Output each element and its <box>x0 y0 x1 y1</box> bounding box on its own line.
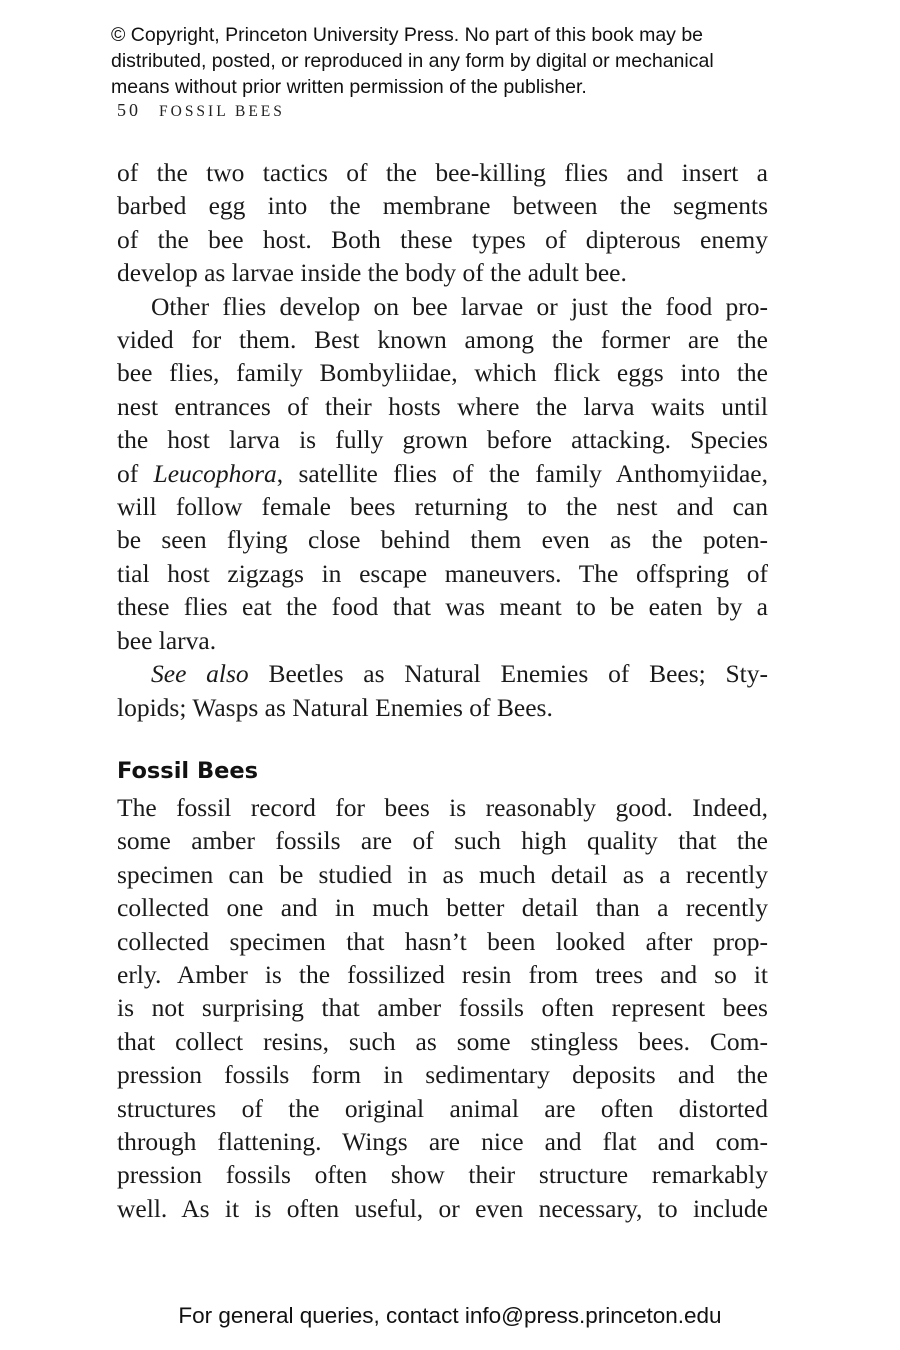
text-line: of Leucophora, satellite flies of the family Anthomyiidae, <box>117 458 768 488</box>
text-line: develop as larvae inside the body of the adult bee. <box>117 258 627 288</box>
text-line: barbed egg into the membrane between the segments <box>117 191 768 221</box>
copyright-notice <box>111 22 811 100</box>
text-line: will follow female bees returning to the nest and can <box>117 492 768 522</box>
text-line: that collect resins, such as some stingless bees. Com- <box>117 1026 768 1056</box>
text-line: bee flies, family Bombyliidae, which flick eggs into the <box>117 358 768 388</box>
text-line: of the two tactics of the bee-killing flies and insert a <box>117 158 768 187</box>
footer-contact: For general queries, contact info@press.princeton.edu <box>178 1303 722 1328</box>
text-line: the host larva is fully grown before attacking. Species <box>117 425 768 455</box>
text-line: pression fossils form in sedimentary deposits and the <box>117 1060 768 1090</box>
text-line: well. As it is often useful, or even necessary, to include <box>117 1193 768 1223</box>
text-line: collected specimen that hasn’t been looked after prop- <box>117 926 768 956</box>
copyright-line: means without prior written permission of the publisher. <box>111 76 587 98</box>
text-line: bee larva. <box>117 625 217 655</box>
page-number: 50 <box>117 100 141 120</box>
copyright-line: © Copyright, Princeton University Press. No part of this book may be <box>111 24 704 46</box>
text-line: structures of the original animal are often distorted <box>117 1093 768 1123</box>
section-heading: Fossil Bees <box>117 758 259 784</box>
text-line: erly. Amber is the fossilized resin from trees and so it <box>117 960 768 990</box>
text-line: these flies eat the food that was meant to be eaten by a <box>117 592 768 622</box>
body-text <box>117 156 768 724</box>
text-line: some amber fossils are of such high quality that the <box>117 826 768 856</box>
text-line: is not surprising that amber fossils often represent bees <box>117 993 768 1023</box>
text-line: be seen flying close behind them even as the poten- <box>117 525 768 555</box>
see-also-line: See also Beetles as Natural Enemies of Bees; Sty- <box>151 659 768 689</box>
see-also-line: lopids; Wasps as Natural Enemies of Bees. <box>117 692 553 722</box>
text-line: vided for them. Best known among the former are the <box>117 325 768 355</box>
see-also-label: See also <box>151 659 249 689</box>
copyright-line: distributed, posted, or reproduced in any form by digital or mechanical <box>111 50 714 72</box>
text-line: The fossil record for bees is reasonably good. Indeed, <box>117 793 768 822</box>
text-line: through flattening. Wings are nice and flat and com- <box>117 1127 768 1157</box>
text-line: Other flies develop on bee larvae or just the food pro- <box>151 291 768 321</box>
genus-name: Leucophora <box>153 458 277 488</box>
text-line: of the bee host. Both these types of dipterous enemy <box>117 224 768 254</box>
text-line: tial host zigzags in escape maneuvers. The offspring of <box>117 558 768 588</box>
running-head <box>117 100 285 121</box>
text-line: collected one and in much better detail than a recently <box>117 893 768 923</box>
text-line: pression fossils often show their structure remarkably <box>117 1160 768 1190</box>
running-head-title: FOSSIL BEES <box>159 103 285 120</box>
section-body <box>117 791 768 1225</box>
text-line: nest entrances of their hosts where the larva waits until <box>117 391 768 421</box>
text-line: specimen can be studied in as much detail as a recently <box>117 859 768 889</box>
